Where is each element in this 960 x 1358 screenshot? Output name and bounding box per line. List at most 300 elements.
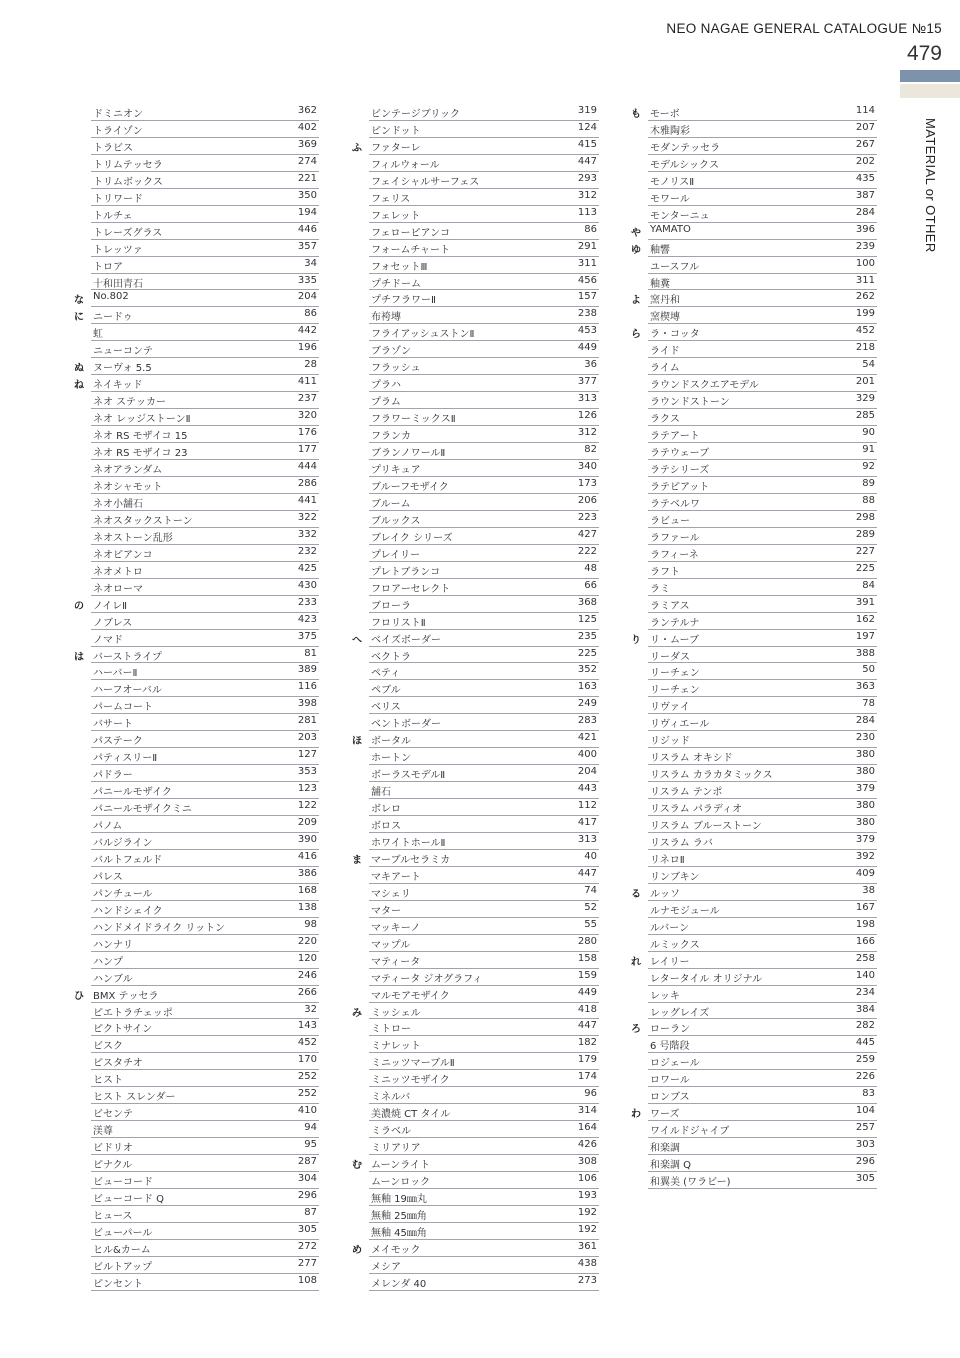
- page-reference: 447: [577, 867, 597, 879]
- product-name: リーチェン: [650, 668, 700, 680]
- page-reference: 377: [577, 376, 597, 388]
- index-column-1: [74, 104, 319, 1291]
- index-row: [91, 901, 319, 918]
- product-name: リスラム テンポ: [650, 787, 723, 799]
- product-name: プラム: [371, 397, 401, 409]
- product-name: 釉糞: [650, 278, 670, 290]
- product-name: ビンテージブリック: [371, 109, 460, 120]
- section-label: MATERIAL or OTHER: [923, 118, 938, 253]
- product-name: 木雅陶彩: [650, 125, 690, 137]
- index-row: [648, 1053, 877, 1070]
- page-reference: 158: [577, 952, 597, 964]
- page-reference: 225: [577, 647, 597, 659]
- page-reference: 87: [304, 1206, 317, 1218]
- index-row: [648, 901, 877, 918]
- index-row: [91, 850, 319, 867]
- index-row: [74, 375, 319, 392]
- product-name: トライゾン: [93, 125, 143, 137]
- product-name: ニューコンテ: [93, 346, 153, 358]
- index-row: [74, 647, 319, 664]
- index-row: [648, 782, 877, 799]
- index-row: [91, 748, 319, 765]
- page-reference: 350: [297, 189, 317, 201]
- index-row: [369, 477, 599, 494]
- index-row: [648, 477, 877, 494]
- kana-marker: む: [352, 1160, 362, 1172]
- index-row: [369, 172, 599, 189]
- index-row: [91, 867, 319, 884]
- index-row: [91, 240, 319, 257]
- index-row: [369, 290, 599, 307]
- product-name: マター: [371, 905, 401, 917]
- page-reference: 227: [855, 545, 875, 557]
- page-reference: 232: [297, 545, 317, 557]
- product-name: フェイシャルサーフェス: [371, 176, 480, 188]
- product-name: リヴァイ: [650, 702, 690, 714]
- index-row: [352, 1003, 599, 1020]
- product-name: ミニッツマーブルⅡ: [371, 1058, 455, 1070]
- index-row: [369, 935, 599, 952]
- product-name: ラ・コッタ: [650, 329, 700, 341]
- page-reference: 296: [297, 1190, 317, 1201]
- index-row: [648, 1087, 877, 1104]
- page-reference: 396: [855, 223, 875, 235]
- page-reference: 340: [577, 461, 597, 473]
- product-name: リスラム ラバ: [650, 837, 713, 849]
- product-name: ハンプ: [93, 956, 123, 968]
- product-name: 無釉 45㎜角: [371, 1227, 427, 1239]
- index-row: [648, 833, 877, 850]
- product-name: ヒスト: [93, 1075, 123, 1087]
- product-name: レイリー: [650, 956, 690, 968]
- index-row: [91, 172, 319, 189]
- page-reference: 303: [855, 1139, 875, 1151]
- product-name: No.802: [93, 291, 129, 303]
- index-row: [648, 1070, 877, 1087]
- index-row: [648, 562, 877, 579]
- product-name: ベントボーダー: [371, 719, 441, 731]
- page-reference: 173: [577, 477, 597, 489]
- product-name: 窯丹和: [650, 295, 680, 307]
- index-row: [91, 206, 319, 223]
- product-name: マキアート: [371, 871, 421, 883]
- product-name: ヒル&カーム: [93, 1244, 151, 1256]
- page-reference: 362: [297, 105, 317, 116]
- index-row: [648, 680, 877, 697]
- index-row: [631, 324, 877, 341]
- index-row: [648, 1003, 877, 1020]
- index-row: [369, 647, 599, 664]
- page-reference: 272: [297, 1240, 317, 1252]
- product-name: ネオ RS モザイコ 15: [93, 431, 188, 443]
- page-reference: 257: [855, 1122, 875, 1134]
- page-reference: 427: [577, 528, 597, 540]
- index-row: [91, 223, 319, 240]
- page-reference: 452: [855, 325, 875, 337]
- page-reference: 304: [297, 1173, 317, 1185]
- product-name: ブレイク シリーズ: [371, 532, 453, 544]
- index-row: [91, 443, 319, 460]
- index-row: [369, 206, 599, 223]
- page-reference: 94: [304, 1122, 317, 1134]
- product-name: トラビス: [93, 142, 133, 154]
- page-reference: 252: [297, 1071, 317, 1083]
- page-reference: 83: [862, 1088, 875, 1100]
- index-row: [369, 375, 599, 392]
- index-row: [648, 731, 877, 748]
- index-row: [91, 1019, 319, 1036]
- product-name: ホートン: [371, 753, 411, 765]
- index-row: [91, 918, 319, 935]
- page-reference: 449: [577, 342, 597, 354]
- page-reference: 438: [577, 1257, 597, 1269]
- page-reference: 298: [855, 511, 875, 523]
- page-reference: 258: [855, 952, 875, 964]
- index-row: [369, 901, 599, 918]
- index-row: [369, 663, 599, 680]
- product-name: リーダス: [650, 651, 690, 663]
- kana-marker: へ: [352, 634, 362, 646]
- index-row: [91, 1223, 319, 1240]
- index-row: [352, 138, 599, 155]
- page-reference: 322: [297, 511, 317, 523]
- page-reference: 204: [297, 291, 317, 303]
- product-name: ハーバーⅡ: [93, 668, 138, 680]
- index-row: [648, 155, 877, 172]
- product-name: ラミ: [650, 583, 670, 595]
- index-row: [631, 1019, 877, 1036]
- page-reference: 415: [577, 138, 597, 150]
- product-name: メレンダ 40: [371, 1278, 427, 1290]
- index-row: [91, 833, 319, 850]
- index-row: [91, 426, 319, 443]
- product-name: ミラベル: [371, 1126, 411, 1138]
- page-reference: 66: [584, 579, 597, 591]
- product-name: ペティ: [371, 668, 401, 680]
- index-row: [91, 816, 319, 833]
- page-reference: 273: [577, 1274, 597, 1286]
- index-row: [648, 460, 877, 477]
- page-reference: 84: [862, 579, 875, 591]
- product-name: パンチュール: [93, 888, 153, 900]
- page-reference: 55: [584, 918, 597, 930]
- page-reference: 314: [577, 1105, 597, 1117]
- product-name: ネオ レッジストーンⅡ: [93, 414, 191, 426]
- page-reference: 281: [297, 715, 317, 727]
- product-name: ビルトアップ: [93, 1261, 152, 1273]
- product-name: ワイルドジャイブ: [650, 1126, 730, 1138]
- index-row: [648, 172, 877, 189]
- page-reference: 32: [304, 1003, 317, 1015]
- product-name: ブルックス: [371, 515, 421, 527]
- index-row: [369, 765, 599, 782]
- index-row: [91, 1274, 319, 1291]
- product-name: フィルウォール: [371, 159, 440, 171]
- page-reference: 335: [297, 274, 317, 286]
- index-row: [369, 1189, 599, 1206]
- index-row: [369, 240, 599, 257]
- index-row: [369, 714, 599, 731]
- index-row: [648, 274, 877, 291]
- product-name: リンブキン: [650, 871, 700, 883]
- product-name: モノリスⅡ: [650, 176, 695, 188]
- index-row: [369, 494, 599, 511]
- page-reference: 40: [584, 850, 597, 862]
- product-name: プチドーム: [371, 278, 421, 290]
- product-name: メイモック: [371, 1244, 421, 1256]
- index-row: [91, 1240, 319, 1257]
- index-row: [91, 562, 319, 579]
- index-row: [91, 341, 319, 358]
- product-name: ブランノワールⅡ: [371, 448, 446, 460]
- index-row: [91, 630, 319, 647]
- page-reference: 353: [297, 766, 317, 778]
- page-reference: 202: [855, 155, 875, 167]
- product-name: ネオアランダム: [93, 465, 163, 477]
- index-row: [91, 324, 319, 341]
- product-name: ラミアス: [650, 600, 690, 612]
- product-name: トロア: [93, 261, 123, 273]
- product-name: 無釉 19㎜丸: [371, 1194, 427, 1205]
- product-name: ミトロー: [371, 1024, 411, 1036]
- page-reference: 369: [297, 138, 317, 150]
- product-name: ラウンドスクエアモデル: [650, 380, 759, 392]
- product-name: ムーンロック: [371, 1177, 431, 1189]
- page-reference: 226: [855, 1071, 875, 1083]
- page-reference: 375: [297, 630, 317, 642]
- page-reference: 235: [577, 630, 597, 642]
- product-name: ミネルバ: [371, 1092, 411, 1104]
- product-name: ベリス: [371, 702, 401, 714]
- product-name: マップル: [371, 939, 411, 951]
- index-row: [648, 579, 877, 596]
- page-reference: 127: [297, 749, 317, 761]
- page-reference: 116: [297, 681, 317, 693]
- index-row: [369, 986, 599, 1003]
- product-name: ラフィーネ: [650, 549, 699, 561]
- product-name: 布袴塼: [371, 312, 401, 324]
- index-row: [369, 1223, 599, 1240]
- product-name: ノイレⅡ: [93, 600, 128, 612]
- product-name: フランカ: [371, 431, 411, 443]
- product-name: ペブル: [371, 685, 401, 697]
- kana-marker: の: [74, 600, 84, 612]
- product-name: ピナクル: [93, 1160, 133, 1172]
- index-row: [91, 1003, 319, 1020]
- page-reference: 168: [297, 884, 317, 896]
- product-name: ピンセント: [93, 1278, 143, 1290]
- product-name: リネロⅡ: [650, 854, 685, 866]
- page-reference: 392: [855, 850, 875, 862]
- page-reference: 230: [855, 732, 875, 744]
- product-name: リ・ムーブ: [650, 634, 699, 646]
- index-row: [369, 1070, 599, 1087]
- product-name: ネオ ステッカー: [93, 397, 166, 409]
- page-reference: 386: [297, 867, 317, 879]
- page-reference: 391: [855, 596, 875, 608]
- index-row: [91, 714, 319, 731]
- index-row: [648, 1138, 877, 1155]
- index-row: [369, 952, 599, 969]
- index-row: [648, 307, 877, 324]
- index-row: [91, 528, 319, 545]
- product-name: バーストライプ: [93, 651, 162, 663]
- product-name: ルバーン: [650, 922, 690, 934]
- page-reference: 441: [297, 494, 317, 506]
- product-name: トリムボックス: [93, 176, 163, 188]
- index-row: [74, 358, 319, 375]
- index-row: [631, 223, 877, 240]
- page-reference: 28: [304, 359, 317, 371]
- page-reference: 106: [577, 1173, 597, 1185]
- product-name: ルッソ: [650, 888, 680, 900]
- product-name: ハーフオーバル: [93, 685, 162, 697]
- page-reference: 90: [862, 427, 875, 439]
- product-name: ブローラ: [371, 600, 411, 612]
- product-name: ネオ小舗石: [93, 498, 143, 510]
- product-name: ブラゾン: [371, 346, 411, 358]
- page-reference: 122: [297, 800, 317, 812]
- page-reference: 442: [297, 325, 317, 337]
- page-reference: 125: [577, 613, 597, 625]
- page-reference: 416: [297, 850, 317, 862]
- product-name: ピクトサイン: [93, 1024, 153, 1036]
- index-row: [648, 816, 877, 833]
- index-row: [648, 443, 877, 460]
- page-reference: 380: [855, 800, 875, 812]
- index-row: [91, 104, 319, 121]
- page-reference: 380: [855, 766, 875, 778]
- product-name: フラッシュ: [371, 363, 421, 375]
- page-reference: 313: [577, 833, 597, 845]
- product-name: ニードゥ: [93, 312, 133, 324]
- kana-marker: な: [74, 295, 84, 307]
- page-reference: 293: [577, 172, 597, 184]
- product-name: ファターレ: [371, 142, 421, 154]
- product-name: ムーンライト: [371, 1160, 430, 1172]
- product-name: ベイズボーダー: [371, 634, 441, 646]
- index-row: [352, 1155, 599, 1172]
- product-name: プリキュア: [371, 465, 421, 477]
- page-reference: 389: [297, 664, 317, 676]
- kana-marker: よ: [631, 295, 641, 307]
- page-reference: 387: [855, 189, 875, 201]
- page-reference: 402: [297, 121, 317, 133]
- index-row: [648, 935, 877, 952]
- index-row: [648, 850, 877, 867]
- product-name: 渼尊: [93, 1126, 113, 1138]
- index-row: [648, 765, 877, 782]
- product-name: メシア: [371, 1261, 401, 1273]
- page-reference: 398: [297, 698, 317, 710]
- index-row: [74, 290, 319, 307]
- page-reference: 192: [577, 1223, 597, 1235]
- product-name: ライム: [650, 363, 680, 375]
- index-row: [369, 392, 599, 409]
- kana-marker: ぬ: [74, 363, 84, 375]
- page-reference: 291: [577, 240, 597, 252]
- page-reference: 163: [577, 681, 597, 693]
- page-reference: 233: [297, 596, 317, 608]
- product-name: リスラム オキシド: [650, 753, 733, 765]
- product-name: ネオピアンコ: [93, 549, 153, 561]
- product-name: リジッド: [650, 736, 690, 748]
- index-row: [91, 731, 319, 748]
- page-reference: 430: [297, 579, 317, 591]
- page-reference: 320: [297, 410, 317, 422]
- index-row: [91, 1257, 319, 1274]
- product-name: ミッシェル: [371, 1007, 421, 1019]
- index-row: [91, 884, 319, 901]
- product-name: ロジェール: [650, 1058, 700, 1070]
- kana-marker: ひ: [74, 990, 84, 1002]
- page-reference: 266: [297, 986, 317, 998]
- index-row: [91, 511, 319, 528]
- product-name: 和楽調 Q: [650, 1160, 692, 1172]
- product-name: 釉響: [650, 244, 670, 256]
- product-name: フェローピアンコ: [371, 227, 451, 239]
- page-reference: 167: [855, 901, 875, 913]
- index-row: [648, 494, 877, 511]
- product-name: 虹: [93, 329, 103, 341]
- index-row: [369, 697, 599, 714]
- page-reference: 409: [855, 867, 875, 879]
- index-row: [648, 986, 877, 1003]
- index-row: [631, 1104, 877, 1121]
- index-row: [648, 918, 877, 935]
- product-name: モダンテッセラ: [650, 142, 721, 154]
- product-name: フライアッシュストンⅡ: [371, 329, 475, 341]
- product-name: リスラム パラディオ: [650, 804, 743, 816]
- page-reference: 237: [297, 393, 317, 405]
- product-name: YAMATO: [650, 223, 691, 235]
- product-name: トレッツァ: [93, 244, 143, 256]
- page-reference: 194: [297, 206, 317, 218]
- kana-marker: ふ: [352, 142, 362, 154]
- index-row: [631, 290, 877, 307]
- index-row: [91, 969, 319, 986]
- index-row: [369, 1274, 599, 1291]
- product-name: ラファール: [650, 532, 700, 544]
- product-name: ラテピアット: [650, 481, 710, 493]
- product-name: レッキ: [650, 990, 680, 1002]
- product-name: リスラム カラカタミックス: [650, 770, 773, 782]
- product-name: バルトフェルド: [93, 854, 163, 866]
- product-name: ミリアリア: [371, 1143, 421, 1155]
- index-row: [369, 1104, 599, 1121]
- index-row: [369, 1036, 599, 1053]
- page-reference: 157: [577, 291, 597, 303]
- index-row: [369, 867, 599, 884]
- index-row: [91, 1172, 319, 1189]
- index-row: [91, 545, 319, 562]
- page-reference: 170: [297, 1054, 317, 1066]
- page-reference: 123: [297, 783, 317, 795]
- page-reference: 114: [855, 105, 875, 116]
- index-row: [369, 274, 599, 291]
- section-tab-bar: [900, 70, 960, 82]
- index-row: [91, 1070, 319, 1087]
- product-name: ルミックス: [650, 939, 700, 951]
- product-name: ラフト: [650, 566, 680, 578]
- index-row: [91, 952, 319, 969]
- page-reference: 82: [584, 444, 597, 456]
- kana-marker: め: [352, 1244, 362, 1256]
- product-name: フラワーミックスⅡ: [371, 414, 456, 426]
- page-reference: 284: [855, 715, 875, 727]
- page-reference: 164: [577, 1122, 597, 1134]
- page-reference: 177: [297, 444, 317, 456]
